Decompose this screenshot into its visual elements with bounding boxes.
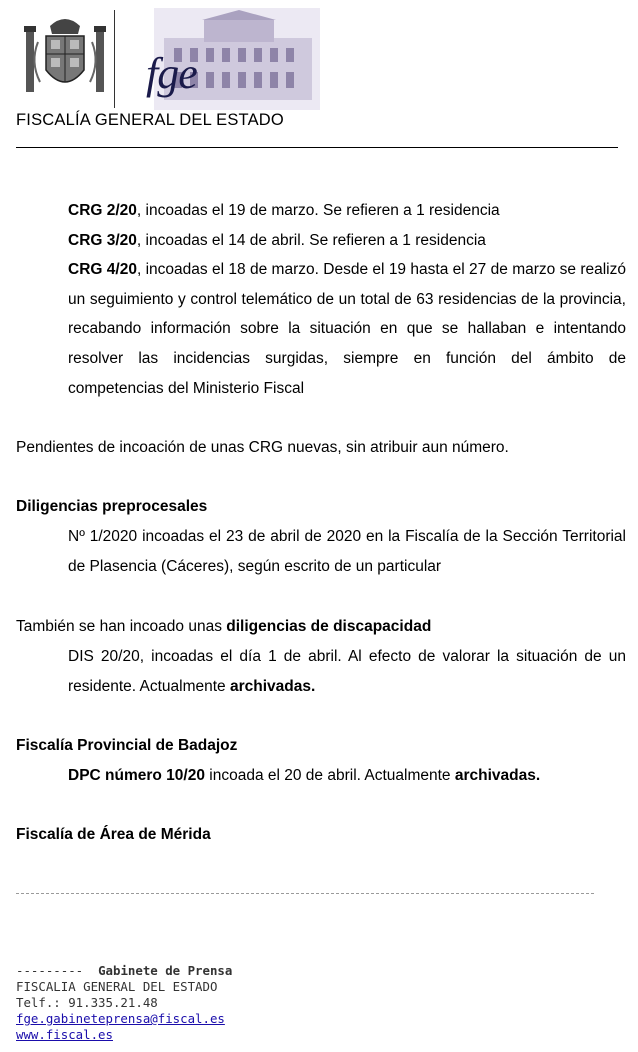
footer xyxy=(16,963,232,1043)
crg-3-text: , incoadas el 14 de abril. Se refieren a 1 residencia xyxy=(136,232,486,249)
discapacidad-paragraph xyxy=(16,612,626,642)
dis-text: DIS 20/20, incoadas el día 1 de abril. Al efecto de valorar la situación de un residente. Actualmente xyxy=(68,648,626,695)
crg-4-text: , incoadas el 18 de marzo. Desde el 19 hasta el 27 de marzo se realizó un seguimiento y control telemático de un total de 63 residencias de la provincia, recabando información sobre la situación en que se hallaban e intentando resolver las incidencias surgidas, siempre en función del ámbito de competencias del Ministerio Fiscal xyxy=(68,261,626,397)
dpc-status: archivadas. xyxy=(454,767,541,784)
footer-dashes: --------- xyxy=(16,963,84,978)
pending-paragraph: Pendientes de incoación de unas CRG nuevas, sin atribuir aun número. xyxy=(16,439,509,456)
agency-title: FISCALÍA GENERAL DEL ESTADO xyxy=(16,111,284,129)
dpc-paragraph xyxy=(68,761,626,791)
merida-heading: Fiscalía de Área de Mérida xyxy=(16,826,211,843)
discapacidad-bold: diligencias de discapacidad xyxy=(226,618,432,635)
dis-status: archivadas. xyxy=(230,677,316,695)
crg-3-paragraph xyxy=(68,226,626,256)
diligencias-heading: Diligencias preprocesales xyxy=(16,498,208,515)
crg-3-code: CRG 3/20 xyxy=(68,232,137,249)
crg-4-code: CRG 4/20 xyxy=(68,261,137,278)
dpc-code: DPC número 10/20 xyxy=(68,767,205,784)
footer-office-line xyxy=(16,963,232,979)
footer-agency: FISCALIA GENERAL DEL ESTADO xyxy=(16,979,218,994)
header-divider xyxy=(114,10,115,108)
footer-phone: Telf.: 91.335.21.48 xyxy=(16,995,158,1010)
crg-2-paragraph xyxy=(68,196,626,226)
fge-logo-text: fge xyxy=(146,49,197,98)
header-rule xyxy=(16,147,618,148)
coat-of-arms-icon xyxy=(24,12,106,98)
footer-office: Gabinete de Prensa xyxy=(98,963,233,978)
crg-2-code: CRG 2/20 xyxy=(68,202,137,219)
diligencias-paragraph: Nº 1/2020 incoadas el 23 de abril de 2020 en la Fiscalía de la Sección Territorial de Plasencia (Cáceres), según escrito de un particular xyxy=(68,528,626,575)
footer-separator xyxy=(16,893,594,894)
dpc-text: incoada el 20 de abril. Actualmente xyxy=(204,767,455,784)
crg-2-text: , incoadas el 19 de marzo. Se refieren a 1 residencia xyxy=(136,202,500,219)
crg-4-paragraph xyxy=(68,255,626,404)
footer-email-link[interactable]: fge.gabineteprensa@fiscal.es xyxy=(16,1011,225,1026)
footer-web-link[interactable]: www.fiscal.es xyxy=(16,1027,113,1042)
dis-paragraph xyxy=(68,642,626,701)
badajoz-heading: Fiscalía Provincial de Badajoz xyxy=(16,737,238,754)
header-logos xyxy=(22,6,322,110)
discapacidad-prefix: También se han incoado unas xyxy=(16,618,227,635)
